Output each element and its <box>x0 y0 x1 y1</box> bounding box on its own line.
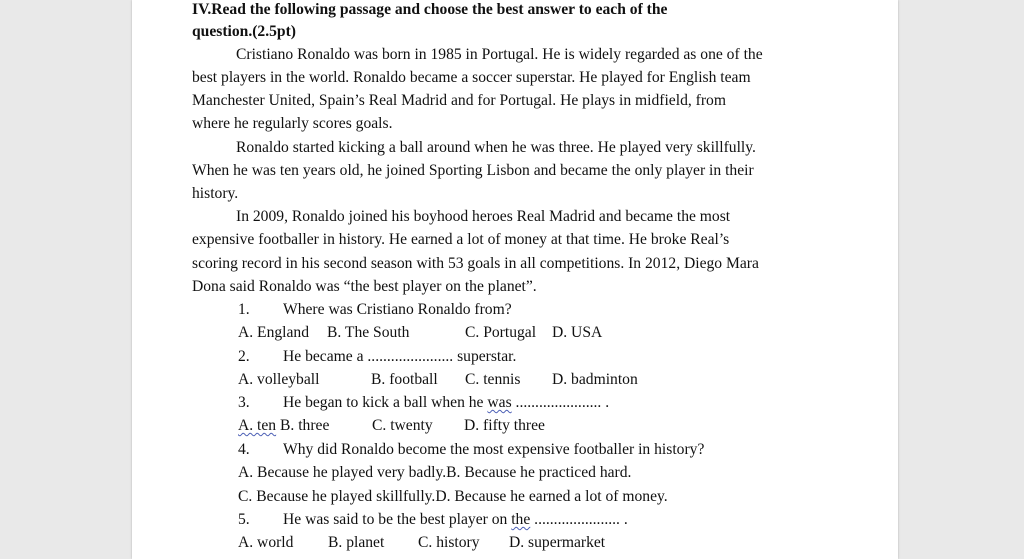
spellcheck-mark: was <box>487 394 512 411</box>
question-number: 2. <box>238 348 250 365</box>
option-b: B. football <box>371 371 438 388</box>
passage-line: Dona said Ronaldo was “the best player on the planet”. <box>192 278 537 295</box>
passage-line: expensive footballer in history. He earned a lot of money at that time. He broke Real’s <box>192 231 730 248</box>
option-a-b-line <box>238 463 631 483</box>
option-d: D. supermarket <box>509 534 606 551</box>
section-heading-cont: question.(2.5pt) <box>192 23 296 40</box>
option-b: B. Because he practiced hard. <box>446 464 632 481</box>
passage-line: In 2009, Ronaldo joined his boyhood heroes Real Madrid and became the most <box>236 208 731 225</box>
option-a: A. Because he played very badly. <box>238 464 447 481</box>
section-heading: IV.Read the following passage and choose the best answer to each of the <box>192 1 668 18</box>
option-b: B. The South <box>327 324 410 341</box>
question-text: Why did Ronaldo become the most expensive footballer in history? <box>283 441 705 458</box>
option-b: B. three <box>280 417 330 434</box>
question-text: He became a ...................... superstar. <box>283 348 517 365</box>
spellcheck-mark: the <box>511 511 531 528</box>
option-c: C. Portugal <box>465 324 537 341</box>
option-c: C. history <box>418 534 480 551</box>
option-c: C. Because he played skillfully. <box>238 488 436 505</box>
option-d: D. USA <box>552 324 603 341</box>
passage-line: history. <box>192 185 239 202</box>
passage-line: Ronaldo started kicking a ball around when he was three. He played very skillfully. <box>236 139 756 156</box>
option-c: C. twenty <box>372 417 433 434</box>
question-number: 4. <box>238 441 250 458</box>
option-d: D. fifty three <box>464 417 545 434</box>
question-text: Where was Cristiano Ronaldo from? <box>283 301 512 318</box>
option-c-d-line <box>238 487 668 507</box>
question-text: He began to kick a ball when he was ...................... . <box>283 394 610 411</box>
option-d: D. badminton <box>552 371 638 388</box>
passage-line: Cristiano Ronaldo was born in 1985 in Portugal. He is widely regarded as one of the <box>236 46 763 63</box>
option-c: C. tennis <box>465 371 521 388</box>
option-b: B. planet <box>328 534 385 551</box>
passage-line: best players in the world. Ronaldo became a soccer superstar. He played for English team <box>192 69 751 86</box>
document-page <box>132 0 898 559</box>
question-number: 5. <box>238 511 250 528</box>
question-number: 3. <box>238 394 250 411</box>
option-a: A. ten <box>238 417 277 434</box>
passage-line: where he regularly scores goals. <box>192 115 393 132</box>
question-number: 1. <box>238 301 250 318</box>
option-d: D. Because he earned a lot of money. <box>435 488 668 505</box>
option-a: A. England <box>238 324 310 341</box>
question-text: He was said to be the best player on the ...................... . <box>283 511 628 528</box>
passage-line: Manchester United, Spain’s Real Madrid and for Portugal. He plays in midfield, from <box>192 92 726 109</box>
option-a: A. volleyball <box>238 371 320 388</box>
option-a: A. world <box>238 534 294 551</box>
passage-line: scoring record in his second season with 53 goals in all competitions. In 2012, Diego Mara <box>192 255 759 272</box>
passage-line: When he was ten years old, he joined Sporting Lisbon and became the only player in their <box>192 162 754 179</box>
